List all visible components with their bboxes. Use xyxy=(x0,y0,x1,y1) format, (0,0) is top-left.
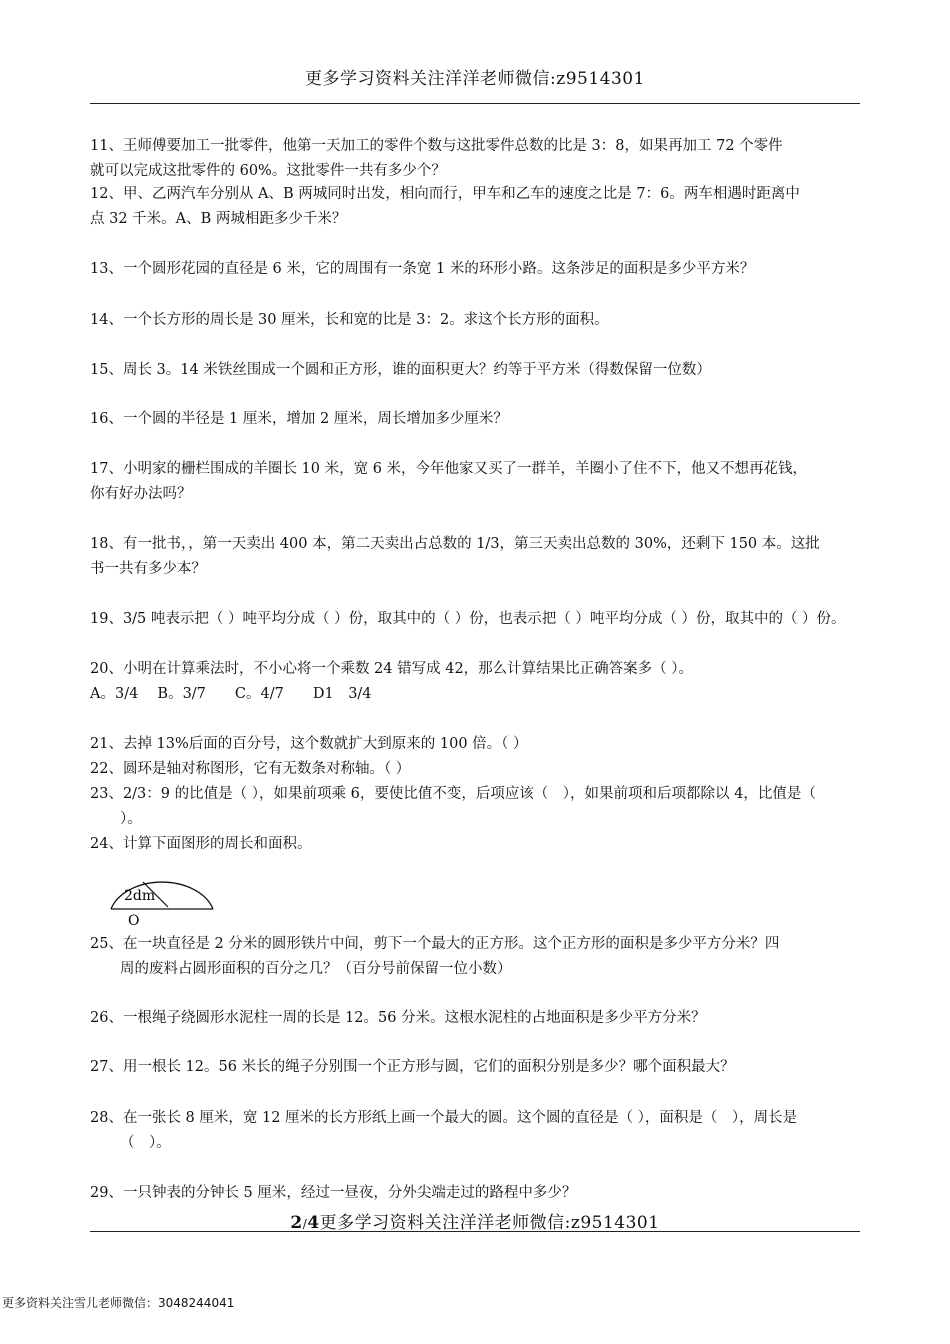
question-line: 26、一根绳子绕圆形水泥柱一周的长是 12。56 分米。这根水泥柱的占地面积是多少平方分米？ xyxy=(90,1010,706,1026)
question-line: 书一共有多少本？ xyxy=(90,561,206,577)
question-28 xyxy=(90,1106,870,1156)
page-total: 4 xyxy=(307,1213,320,1233)
question-line: ）。 xyxy=(120,811,142,827)
question-line: 23、2/3：9 的比值是（ ），如果前项乘 6，要使比值不变，后项应该（ ），如果前项和后项都除以 4，比值是（ xyxy=(90,786,816,802)
question-line: 28、在一张长 8 厘米，宽 12 厘米的长方形纸上画一个最大的圆。这个圆的直径是（ ），面积是（ ），周长是 xyxy=(90,1110,798,1126)
header-rule xyxy=(90,103,860,104)
question-16 xyxy=(90,407,870,432)
question-29 xyxy=(90,1181,870,1206)
answer-options: A。3/4 B。3/7 C。4/7 D1 3/4 xyxy=(90,686,372,702)
semicircle-diagram xyxy=(106,866,226,928)
question-line: 24、计算下面图形的周长和面积。 xyxy=(90,836,312,852)
question-line: 21、去掉 13%后面的百分号，这个数就扩大到原来的 100 倍。（ ） xyxy=(90,736,528,752)
question-line: 29、一只钟表的分钟长 5 厘米，经过一昼夜，分外尖端走过的路程中多少？ xyxy=(90,1185,577,1201)
question-line: 22、圆环是轴对称图形，它有无数条对称轴。（ ） xyxy=(90,761,411,777)
question-15 xyxy=(90,358,870,383)
question-18 xyxy=(90,532,870,582)
page-footer xyxy=(0,1208,950,1233)
question-27 xyxy=(90,1055,870,1080)
question-20 xyxy=(90,657,870,707)
question-line: 15、周长 3。14 米铁丝围成一个圆和正方形，谁的面积更大？约等于平方米（得数保留一位数） xyxy=(90,362,711,378)
question-line: 25、在一块直径是 2 分米的圆形铁片中间，剪下一个最大的正方形。这个正方形的面积是多少平方分米？四 xyxy=(90,936,780,952)
question-12 xyxy=(90,182,870,232)
question-line: 12、甲、乙两汽车分别从 A、B 两城同时出发，相向而行，甲车和乙车的速度之比是 7：6。两车相遇时距离中 xyxy=(90,186,800,202)
watermark: 更多资料关注雪儿老师微信：3048244041 xyxy=(2,1296,235,1310)
question-line: 13、一个圆形花园的直径是 6 米，它的周围有一条宽 1 米的环形小路。这条涉足的面积是多少平方米？ xyxy=(90,261,755,277)
question-line: 20、小明在计算乘法时，不小心将一个乘数 24 错写成 42，那么计算结果比正确答案多（ ）。 xyxy=(90,661,694,677)
question-line: 19、3/5 吨表示把（ ）吨平均分成（ ）份，取其中的（ ）份，也表示把（ ）吨平均分成（ ）份，取其中的（ ）份。 xyxy=(90,611,846,627)
question-14 xyxy=(90,308,870,333)
question-25 xyxy=(90,932,870,982)
question-24 xyxy=(90,832,870,857)
question-line: 14、一个长方形的周长是 30 厘米，长和宽的比是 3：2。求这个长方形的面积。 xyxy=(90,312,609,328)
semicircle-figure xyxy=(106,866,226,928)
question-26 xyxy=(90,1006,870,1031)
question-23 xyxy=(90,782,870,832)
question-line: （ ）。 xyxy=(120,1135,171,1151)
question-line: 就可以完成这批零件的 60%。这批零件一共有多少个？ xyxy=(90,163,446,179)
footer-text: 更多学习资料关注洋洋老师微信:z9514301 xyxy=(319,1213,660,1233)
page-number: 2 xyxy=(290,1213,303,1233)
page-separator: / xyxy=(302,1217,308,1231)
question-19 xyxy=(90,607,870,632)
question-17 xyxy=(90,457,870,507)
question-line: 17、小明家的栅栏围成的羊圈长 10 米，宽 6 米，今年他家又买了一群羊，羊圈小了住不下，他又不想再花钱， xyxy=(90,461,808,477)
footer-rule xyxy=(90,1231,860,1232)
radius-label: 2dm xyxy=(124,888,156,904)
center-label: O xyxy=(128,913,140,928)
question-line: 27、用一根长 12。56 米长的绳子分别围一个正方形与圆，它们的面积分别是多少？哪个面积最大？ xyxy=(90,1059,735,1075)
question-line: 你有好办法吗？ xyxy=(90,486,192,502)
question-line: 16、一个圆的半径是 1 厘米，增加 2 厘米，周长增加多少厘米？ xyxy=(90,411,508,427)
question-line: 11、王师傅要加工一批零件，他第一天加工的零件个数与这批零件总数的比是 3：8，如果再加工 72 个零件 xyxy=(90,138,783,154)
question-line: 周的废料占圆形面积的百分之几？（百分号前保留一位小数） xyxy=(120,961,512,977)
question-22 xyxy=(90,757,870,782)
question-line: 18、有一批书，，第一天卖出 400 本，第二天卖出占总数的 1/3，第三天卖出总数的 30%，还剩下 150 本。这批 xyxy=(90,536,820,552)
question-21 xyxy=(90,732,870,757)
question-line: 点 32 千米。A、B 两城相距多少千米？ xyxy=(90,211,347,227)
page-header: 更多学习资料关注洋洋老师微信:z9514301 xyxy=(305,69,645,89)
question-13 xyxy=(90,257,870,282)
question-11 xyxy=(90,134,870,184)
